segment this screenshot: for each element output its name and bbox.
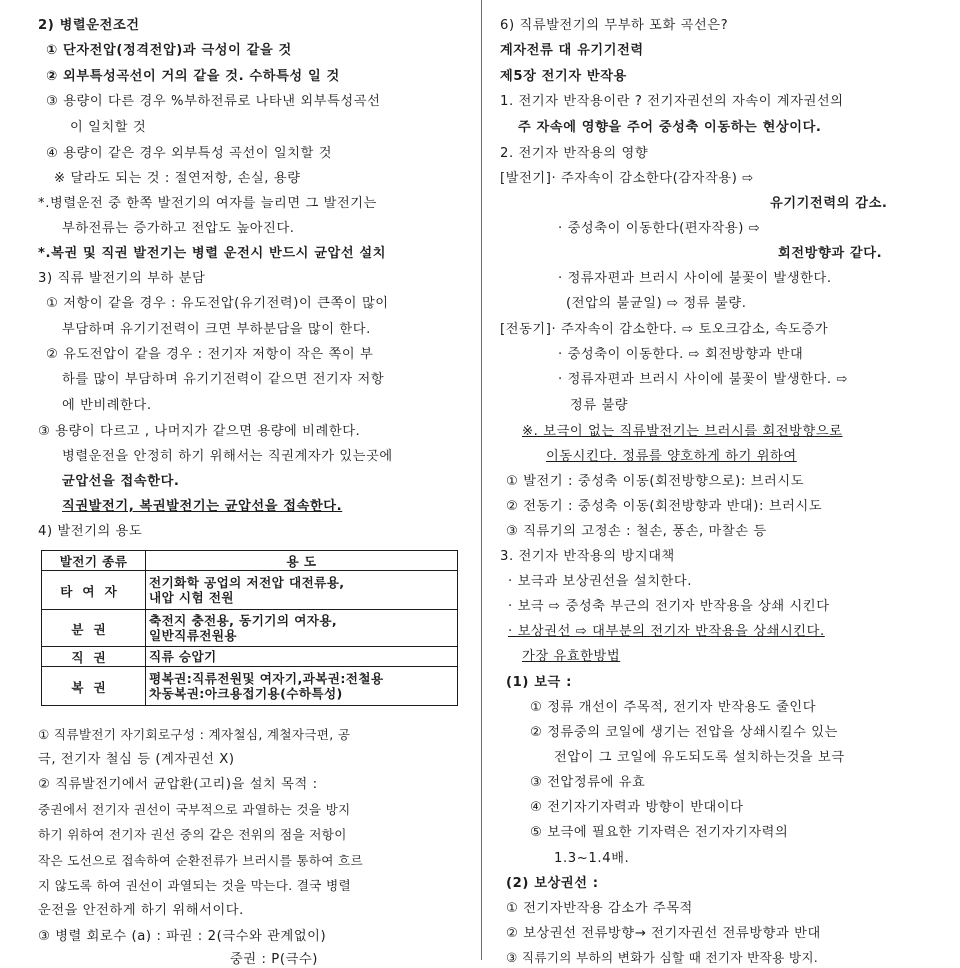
list-item: ① 전기자반작용 감소가 주목적 bbox=[506, 901, 693, 916]
chapter-title: 제5장 전기자 반작용 bbox=[500, 69, 627, 84]
note-line: *.복권 및 직권 발전기는 병렬 운전시 반드시 균압선 설치 bbox=[38, 246, 387, 261]
list-item: · 보상권선 ⇨ 대부분의 전기자 반작용을 상쇄시킨다. bbox=[508, 624, 825, 639]
paragraph-line: 1. 전기자 반작용이란 ? 전기자권선의 자속이 계자권선의 bbox=[500, 94, 844, 109]
table-cell-use bbox=[146, 647, 458, 667]
paragraph-line: 하기 위하여 전기자 권선 중의 같은 전위의 점을 저항이 bbox=[38, 827, 347, 842]
note-continuation: 이동시킨다. 정류를 양호하게 하기 위하여 bbox=[546, 449, 797, 464]
section-heading: 4) 발전기의 용도 bbox=[38, 524, 143, 539]
table-header-kind: 발전기 종류 bbox=[42, 551, 146, 571]
list-item: ③ 직류기의 부하의 변화가 심할 때 전기자 반작용 방지. bbox=[506, 950, 819, 965]
paragraph-line: 작은 도선으로 접속하여 순환전류가 브러시를 통하여 흐르 bbox=[38, 853, 363, 868]
list-item: · 정류자편과 브러시 사이에 불꽃이 발생한다. bbox=[558, 271, 832, 286]
section-heading: 3) 직류 발전기의 부하 분담 bbox=[38, 271, 206, 286]
list-item: ① 정류 개선이 주목적, 전기자 반작용도 줄인다 bbox=[530, 700, 817, 715]
list-item: ① 발전기 : 중성축 이동(회전방향으로): 브러시도 bbox=[506, 474, 805, 489]
list-item: ③ 직류기의 고정손 : 철손, 풍손, 마찰손 등 bbox=[506, 524, 767, 539]
use-line: 전기화학 공업의 저전압 대전류용, bbox=[149, 575, 345, 590]
table-cell-kind: 타여자 bbox=[42, 571, 146, 610]
use-line: 평복권:직류전원및 여자기,과복권:전철용 bbox=[149, 671, 384, 686]
paragraph-line: 운전을 안전하게 하기 위해서이다. bbox=[38, 903, 244, 918]
list-item-continuation: 1.3~1.4배. bbox=[554, 851, 630, 866]
table-cell-use bbox=[146, 610, 458, 647]
table-cell-use bbox=[146, 667, 458, 706]
column-divider bbox=[481, 0, 482, 960]
paragraph-line: 중권에서 전기자 권선이 국부적으로 과열하는 것을 방지 bbox=[38, 802, 351, 817]
list-item: · 보극 ⇨ 중성축 부근의 전기자 반작용을 상쇄 시킨다 bbox=[508, 599, 830, 614]
use-line: 내압 시험 전원 bbox=[149, 590, 234, 605]
note-line: *.병렬운전 중 한쪽 발전기의 여자를 늘리면 그 발전기는 bbox=[38, 196, 377, 211]
list-item: · 중성축이 이동한다. ⇨ 회전방향과 반대 bbox=[558, 347, 804, 362]
list-item-continuation: 병렬운전을 안정히 하기 위해서는 직권계자가 있는곳에 bbox=[62, 449, 393, 464]
use-line: 차동복권:아크용접기용(수하특성) bbox=[149, 686, 343, 701]
list-item-continuation: (전압의 불균일) ⇨ 정류 불량. bbox=[566, 296, 747, 311]
list-item: [전동기]· 주자속이 감소한다. ⇨ 토오크감소, 속도증가 bbox=[500, 322, 829, 337]
list-item-continuation: 균압선을 접속한다. bbox=[62, 474, 180, 489]
note-line: ※. 보극이 없는 직류발전기는 브러시를 회전방향으로 bbox=[522, 424, 843, 439]
paragraph-line: 주 자속에 영향을 주어 중성축 이동하는 현상이다. bbox=[518, 120, 822, 135]
use-line: 축전지 충전용, 동기기의 여자용, bbox=[149, 613, 338, 628]
list-item: · 정류자편과 브러시 사이에 불꽃이 발생한다. ⇨ bbox=[558, 372, 849, 387]
list-item: · 보극과 보상권선을 설치한다. bbox=[508, 574, 693, 589]
use-line: 일반직류전원용 bbox=[149, 628, 237, 643]
section-heading: 2. 전기자 반작용의 영향 bbox=[500, 146, 649, 161]
list-item: ① 직류발전기 자기회로구성 : 계자철심, 계철자극편, 공 bbox=[38, 727, 351, 742]
table-cell-kind: 분권 bbox=[42, 610, 146, 647]
paragraph-line: 지 않도록 하여 권선이 과열되는 것을 막는다. 결국 병렬 bbox=[38, 878, 351, 893]
list-item: [발전기]· 주자속이 감소한다(감자작용) ⇨ bbox=[500, 171, 754, 186]
list-item: ① 저항이 같을 경우 : 유도전압(유기전력)이 큰쪽이 많이 bbox=[46, 296, 389, 311]
list-item: ③ 용량이 다르고 , 나머지가 같으면 용량에 비례한다. bbox=[38, 424, 361, 439]
list-item-continuation: 하를 많이 부담하며 유기기전력이 같으면 전기자 저항 bbox=[62, 372, 385, 387]
table-cell-use bbox=[146, 571, 458, 610]
list-item: ① 단자전압(정격전압)과 극성이 같을 것 bbox=[46, 43, 292, 58]
note-continuation: 부하전류는 증가하고 전압도 높아진다. bbox=[62, 221, 295, 236]
list-item: ② 외부특성곡선이 거의 같을 것. 수하특성 일 것 bbox=[46, 69, 340, 84]
list-item: ② 정류중의 코일에 생기는 전압을 상쇄시킬수 있는 bbox=[530, 725, 838, 740]
list-item-continuation: 이 일치할 것 bbox=[70, 120, 147, 135]
list-item-continuation: 부담하며 유기기전력이 크면 부하분담을 많이 한다. bbox=[62, 322, 371, 337]
table-row bbox=[42, 610, 458, 647]
result-line: 회전방향과 같다. bbox=[778, 246, 883, 261]
list-item: ⑤ 보극에 필요한 기자력은 전기자기자력의 bbox=[530, 825, 789, 840]
generator-usage-table bbox=[41, 550, 458, 706]
list-item: ② 유도전압이 같을 경우 : 전기자 저항이 작은 쪽이 부 bbox=[46, 347, 374, 362]
section-heading: 2) 병렬운전조건 bbox=[38, 18, 140, 33]
use-line: 직류 승압기 bbox=[149, 649, 217, 664]
emphasis-line: 직권발전기, 복권발전기는 균압선을 접속한다. bbox=[62, 499, 343, 514]
list-item: · 중성축이 이동한다(편자작용) ⇨ bbox=[558, 221, 761, 236]
list-item: ② 보상권선 전류방향→ 전기자권선 전류방향과 반대 bbox=[506, 926, 821, 941]
section-heading: 6) 직류발전기의 무부하 포화 곡선은? bbox=[500, 18, 729, 33]
section-heading: 3. 전기자 반작용의 방지대책 bbox=[500, 549, 675, 564]
list-item: ② 직류발전기에서 균압환(고리)을 설치 목적 : bbox=[38, 777, 318, 792]
table-header-use: 용 도 bbox=[146, 551, 458, 571]
list-item: ② 전동기 : 중성축 이동(회전방향과 반대): 브러시도 bbox=[506, 499, 823, 514]
result-line: 유기기전력의 감소. bbox=[770, 196, 888, 211]
table-row bbox=[42, 571, 458, 610]
list-item-continuation: 전압이 그 코일에 유도되도록 설치하는것을 보극 bbox=[554, 750, 845, 765]
subsection-heading: (2) 보상권선 : bbox=[506, 876, 599, 891]
table-row bbox=[42, 647, 458, 667]
answer-line: 계자전류 대 유기기전력 bbox=[500, 43, 644, 58]
list-item: ③ 전압정류에 유효 bbox=[530, 775, 646, 790]
list-item-continuation: 가장 유효한방법 bbox=[522, 649, 621, 664]
list-item-continuation: 극, 전기자 철심 등 (계자권선 X) bbox=[38, 752, 235, 767]
list-item-continuation: 중권 : P(극수) bbox=[230, 952, 319, 967]
note-line: ※ 달라도 되는 것 : 절연저항, 손실, 용량 bbox=[54, 171, 301, 186]
list-item: ④ 전기자기자력과 방향이 반대이다 bbox=[530, 800, 744, 815]
list-item-continuation: 에 반비례한다. bbox=[62, 398, 152, 413]
table-header-row bbox=[42, 551, 458, 571]
table-row bbox=[42, 667, 458, 706]
subsection-heading: (1) 보극 : bbox=[506, 675, 572, 690]
list-item-continuation: 정류 불량 bbox=[570, 398, 629, 413]
list-item: ③ 용량이 다른 경우 %부하전류로 나타낸 외부특성곡선 bbox=[46, 94, 381, 109]
table-cell-kind: 복권 bbox=[42, 667, 146, 706]
table-cell-kind: 직권 bbox=[42, 647, 146, 667]
list-item: ④ 용량이 같은 경우 외부특성 곡선이 일치할 것 bbox=[46, 146, 333, 161]
list-item: ③ 병렬 회로수 (a) : 파권 : 2(극수와 관계없이) bbox=[38, 929, 327, 944]
